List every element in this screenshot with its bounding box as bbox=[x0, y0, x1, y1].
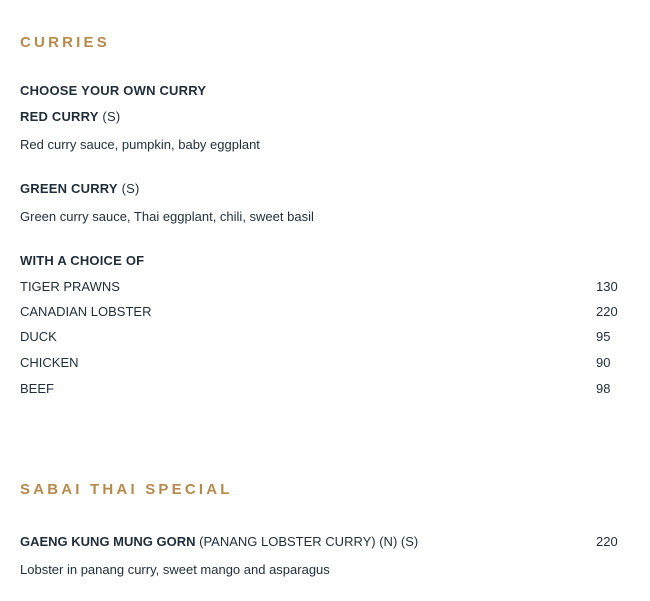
red-curry-description: Red curry sauce, pumpkin, baby eggplant bbox=[20, 137, 260, 152]
choice-name: DUCK bbox=[20, 329, 57, 344]
choice-name: TIGER PRAWNS bbox=[20, 279, 120, 294]
special-section-title: SABAI THAI SPECIAL bbox=[20, 481, 233, 498]
green-curry-title bbox=[20, 181, 140, 196]
green-curry-name: GREEN CURRY bbox=[20, 181, 118, 196]
special-dish-price: 220 bbox=[596, 534, 618, 549]
choice-name: CANADIAN LOBSTER bbox=[20, 304, 152, 319]
choice-row bbox=[20, 381, 624, 396]
special-dish-description: Lobster in panang curry, sweet mango and asparagus bbox=[20, 562, 330, 577]
red-curry-title bbox=[20, 109, 120, 124]
choice-row bbox=[20, 279, 624, 294]
choice-name: BEEF bbox=[20, 381, 54, 396]
choice-price: 98 bbox=[596, 381, 611, 396]
green-curry-tag: (S) bbox=[121, 181, 140, 196]
red-curry-tag: (S) bbox=[102, 109, 121, 124]
choice-price: 95 bbox=[596, 329, 611, 344]
special-dish-detail: (PANANG LOBSTER CURRY) (N) (S) bbox=[199, 534, 419, 549]
curries-section-title: CURRIES bbox=[20, 34, 110, 51]
red-curry-name: RED CURRY bbox=[20, 109, 99, 124]
special-dish-row bbox=[20, 534, 624, 549]
choice-row bbox=[20, 355, 624, 370]
choice-heading: WITH A CHOICE OF bbox=[20, 253, 145, 268]
choice-price: 220 bbox=[596, 304, 618, 319]
choose-curry-heading: CHOOSE YOUR OWN CURRY bbox=[20, 83, 207, 98]
choice-price: 130 bbox=[596, 279, 618, 294]
choice-row bbox=[20, 329, 624, 344]
special-dish-name: GAENG KUNG MUNG GORN bbox=[20, 534, 196, 549]
choice-row bbox=[20, 304, 624, 319]
choice-price: 90 bbox=[596, 355, 611, 370]
choice-name: CHICKEN bbox=[20, 355, 79, 370]
special-dish-title bbox=[20, 534, 418, 549]
green-curry-description: Green curry sauce, Thai eggplant, chili, sweet basil bbox=[20, 209, 314, 224]
